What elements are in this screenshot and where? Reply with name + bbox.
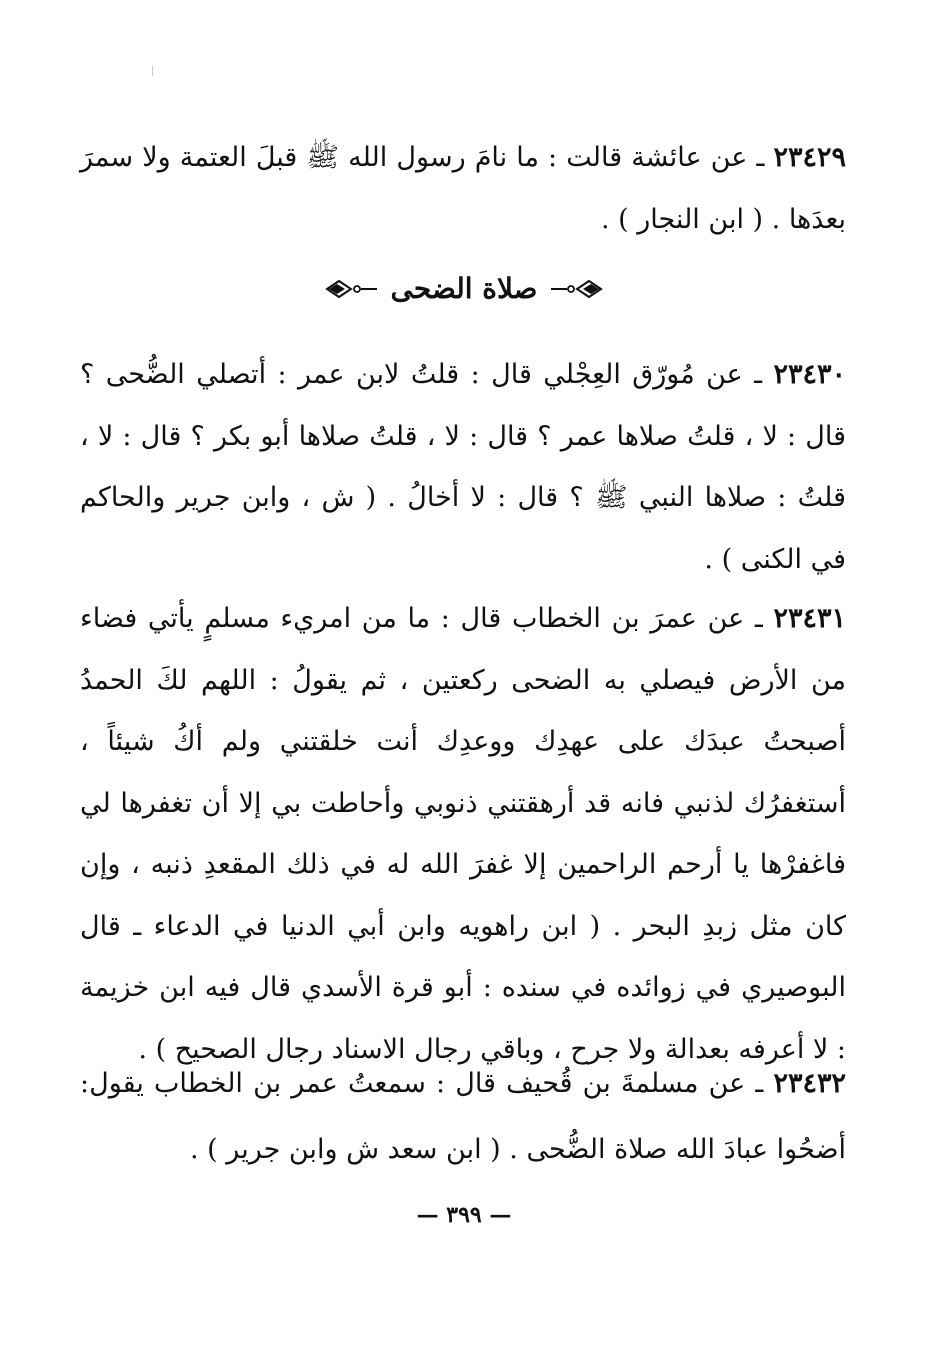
section-title: صلاة الضحى: [390, 272, 538, 305]
hadith-23429: [80, 127, 846, 250]
hadith-text: ـ عن عمرَ بن الخطاب قال : ما من امريء مسلمٍ يأتي فضاء من الأرض فيصلي به الضحى ركعتين ، ثم يقولُ : اللهم لكَ الحمدُ أصبحتُ عبدَك على عهدِك ووعدِك أنت خلقتني ولم أكُ شيئاً ، أستغفرُك لذنبي فانه قد أرهقتني ذنوبي وأحاطت بي إلا أن تغفرها لي فاغفرْها يا أرحم الراحمين إلا غفرَ الله له في ذلك المقعدِ ذنبه ، وإن كان مثل زبدِ البحر . ( ابن راهويه وابن أبي الدنيا في الدعاء ـ قال البوصيري في زوائده في سنده : أبو قرة الأسدي قال فيه ابن خزيمة : لا أعرفه بعدالة ولا جرح ، وباقي رجال الاسناد رجال الصحيح ) .: [80, 603, 846, 1065]
section-heading: [0, 265, 928, 313]
hadith-23431: [80, 588, 846, 1080]
heading-ornament-left-icon: [321, 278, 379, 300]
hadith-23432: [80, 1051, 846, 1183]
page-number: — ٣٩٩ —: [416, 1202, 512, 1228]
hadith-23430: [80, 344, 846, 590]
hadith-text: ـ عن مُورّق العِجْلي قال : قلتُ لابن عمر : أتصلي الضُّحى ؟ قال : لا ، قلتُ صلاها عمر ؟ قال : لا ، قلتُ صلاها أبو بكر ؟ قال : لا ، قلتُ : صلاها النبي ﷺ ؟ قال : لا أخالُ . ( ش ، وابن جرير والحاكم في الكنى ) .: [80, 359, 846, 575]
hadith-number: ٢٣٤٣٠: [773, 359, 846, 390]
hadith-text: ـ عن مسلمةَ بن قُحيف قال : سمعتُ عمر بن الخطاب يقول: أضحُوا عبادَ الله صلاة الضُّحى . ( ابن سعد ش وابن جرير ) .: [80, 1068, 846, 1165]
hadith-number: ٢٣٤٢٩: [773, 142, 847, 173]
hadith-number: ٢٣٤٣١: [773, 603, 846, 634]
hadith-number: ٢٣٤٣٢: [773, 1068, 846, 1099]
hadith-text: ـ عن عائشة قالت : ما نامَ رسول الله ﷺ قبلَ العتمة ولا سمرَ بعدَها . ( ابن النجار ) .: [80, 142, 846, 235]
scan-artifact: [152, 66, 153, 76]
heading-ornament-right-icon: [549, 278, 607, 300]
